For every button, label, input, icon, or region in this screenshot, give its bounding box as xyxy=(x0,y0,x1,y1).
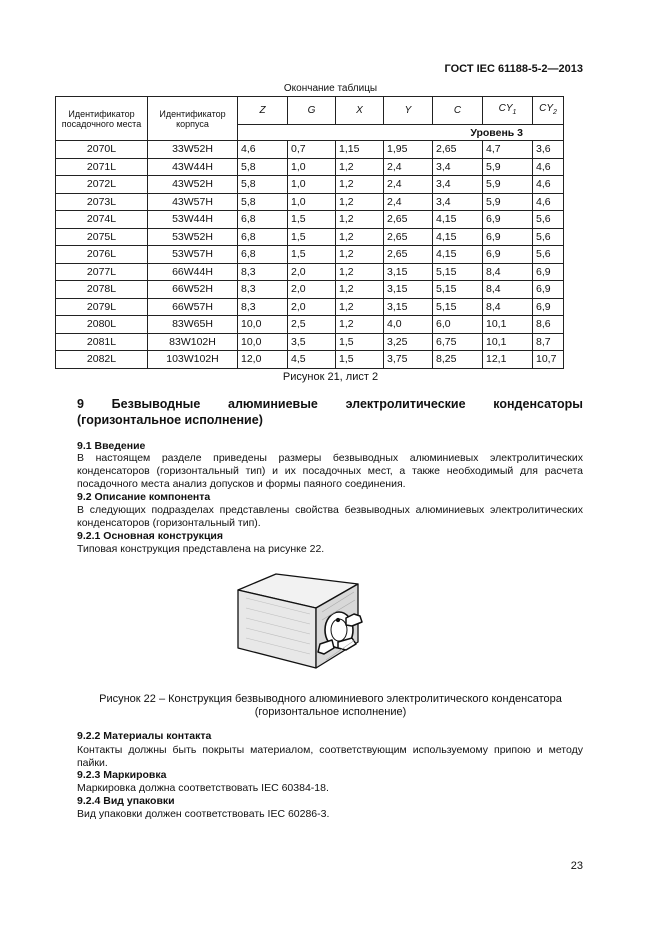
table-cell: 3,4 xyxy=(433,158,483,176)
table-cell: 8,4 xyxy=(483,298,533,316)
table-cell: 66W57H xyxy=(148,298,238,316)
table-cell: 3,75 xyxy=(384,351,433,369)
table-row xyxy=(56,281,564,299)
table-cell: 6,0 xyxy=(433,316,483,334)
table-row xyxy=(56,141,564,159)
table-cell: 33W52H xyxy=(148,141,238,159)
table-cell: 1,2 xyxy=(336,193,384,211)
table-cell: 1,15 xyxy=(336,141,384,159)
table-cell: 2,5 xyxy=(288,316,336,334)
section-9-title-word: Безвыводные xyxy=(111,397,201,411)
section-9-title-word: конденсаторы xyxy=(493,397,583,411)
table-cell: 1,2 xyxy=(336,316,384,334)
table-cell: 5,8 xyxy=(238,193,288,211)
table-cell: 2071L xyxy=(56,158,148,176)
table-cell: 1,0 xyxy=(288,193,336,211)
table-cell: 8,3 xyxy=(238,298,288,316)
table-cell: 3,5 xyxy=(288,333,336,351)
table-cell: 103W102H xyxy=(148,351,238,369)
col-header-z: Z xyxy=(238,97,288,125)
table-row xyxy=(56,246,564,264)
table-cell: 3,4 xyxy=(433,176,483,194)
table-cell: 2070L xyxy=(56,141,148,159)
table-cell: 83W102H xyxy=(148,333,238,351)
table-cell: 6,9 xyxy=(483,228,533,246)
table-cell: 8,4 xyxy=(483,263,533,281)
section-9-title-line2: (горизонтальное исполнение) xyxy=(77,413,263,427)
table-cell: 3,15 xyxy=(384,281,433,299)
level-label: Уровень 3 xyxy=(238,125,564,141)
table-cell: 12,1 xyxy=(483,351,533,369)
table-cell: 6,8 xyxy=(238,211,288,229)
text-9-2-4: Вид упаковки должен соответствовать IEC 60286-3. xyxy=(77,808,330,820)
table-cell: 5,8 xyxy=(238,158,288,176)
table-cell: 2,65 xyxy=(384,211,433,229)
table-cell: 4,6 xyxy=(533,158,564,176)
table-cell: 5,15 xyxy=(433,281,483,299)
table-row xyxy=(56,333,564,351)
col-header-x: X xyxy=(336,97,384,125)
section-9-heading xyxy=(77,396,583,428)
text-9-1: В настоящем разделе приведены размеры безвыводных алюминиевых электролитических конденсаторов (горизонтальный тип) и их посадочных мест, а также необходимый для расчета посадочного места анализ допусков и формы паяного соединения. xyxy=(77,452,583,490)
table-cell: 1,2 xyxy=(336,211,384,229)
table-cell: 10,1 xyxy=(483,333,533,351)
table-cell: 10,7 xyxy=(533,351,564,369)
table-cell: 6,9 xyxy=(483,211,533,229)
table-cell: 4,7 xyxy=(483,141,533,159)
col-header-land-id: Идентификатор посадочного места xyxy=(56,97,148,141)
table-cell: 4,15 xyxy=(433,228,483,246)
table-cell: 2073L xyxy=(56,193,148,211)
table-cell: 6,9 xyxy=(533,263,564,281)
table-caption: Окончание таблицы xyxy=(283,83,378,94)
table-cell: 2082L xyxy=(56,351,148,369)
heading-9-2-3: 9.2.3 Маркировка xyxy=(77,769,167,781)
table-row xyxy=(56,263,564,281)
table-cell: 2081L xyxy=(56,333,148,351)
table-cell: 2,0 xyxy=(288,298,336,316)
table-cell: 8,6 xyxy=(533,316,564,334)
table-cell: 5,15 xyxy=(433,298,483,316)
text-9-2-2: Контакты должны быть покрыты материалом, соответствующим используемому припою и методу пайки. xyxy=(77,744,583,769)
table-cell: 1,2 xyxy=(336,158,384,176)
table-cell: 2080L xyxy=(56,316,148,334)
table-cell: 1,5 xyxy=(288,228,336,246)
figure-21-caption: Рисунок 21, лист 2 xyxy=(282,371,379,383)
table-cell: 53W52H xyxy=(148,228,238,246)
table-cell: 4,0 xyxy=(384,316,433,334)
table-cell: 1,0 xyxy=(288,176,336,194)
heading-9-2-2: 9.2.2 Материалы контакта xyxy=(77,730,212,742)
heading-9-2-1: 9.2.1 Основная конструкция xyxy=(77,530,223,542)
table-cell: 3,6 xyxy=(533,141,564,159)
table-row xyxy=(56,193,564,211)
table-cell: 1,2 xyxy=(336,263,384,281)
table-cell: 2075L xyxy=(56,228,148,246)
table-cell: 10,0 xyxy=(238,333,288,351)
table-cell: 6,9 xyxy=(533,281,564,299)
table-cell: 3,4 xyxy=(433,193,483,211)
section-9-title-word: алюминиевые xyxy=(228,397,318,411)
table-cell: 1,5 xyxy=(288,211,336,229)
table-cell: 1,2 xyxy=(336,246,384,264)
table-cell: 43W52H xyxy=(148,176,238,194)
table-row xyxy=(56,298,564,316)
table-cell: 1,95 xyxy=(384,141,433,159)
table-cell: 6,8 xyxy=(238,228,288,246)
table-cell: 1,0 xyxy=(288,158,336,176)
table-row xyxy=(56,211,564,229)
col-header-g: G xyxy=(288,97,336,125)
table-cell: 4,15 xyxy=(433,211,483,229)
heading-9-2: 9.2 Описание компонента xyxy=(77,491,211,503)
table-cell: 53W44H xyxy=(148,211,238,229)
table-cell: 2,4 xyxy=(384,176,433,194)
table-cell: 0,7 xyxy=(288,141,336,159)
table-cell: 1,5 xyxy=(336,333,384,351)
table-cell: 3,15 xyxy=(384,263,433,281)
table-cell: 3,25 xyxy=(384,333,433,351)
standard-code: ГОСТ IEC 61188-5-2—2013 xyxy=(444,63,583,75)
table-cell: 2,0 xyxy=(288,263,336,281)
table-cell: 10,0 xyxy=(238,316,288,334)
table-cell: 2076L xyxy=(56,246,148,264)
table-cell: 5,9 xyxy=(483,176,533,194)
table-cell: 2,4 xyxy=(384,158,433,176)
table-cell: 10,1 xyxy=(483,316,533,334)
table-cell: 2,0 xyxy=(288,281,336,299)
table-cell: 83W65H xyxy=(148,316,238,334)
land-pattern-table xyxy=(55,96,564,369)
table-cell: 53W57H xyxy=(148,246,238,264)
table-row xyxy=(56,176,564,194)
table-cell: 43W57H xyxy=(148,193,238,211)
table-cell: 66W44H xyxy=(148,263,238,281)
table-row xyxy=(56,316,564,334)
heading-9-1: 9.1 Введение xyxy=(77,440,146,452)
table-cell: 4,6 xyxy=(533,176,564,194)
table-cell: 5,15 xyxy=(433,263,483,281)
col-header-cy2: $CY_2$ xyxy=(533,97,564,125)
table-cell: 2,65 xyxy=(384,228,433,246)
table-cell: 5,6 xyxy=(533,246,564,264)
table-cell: 66W52H xyxy=(148,281,238,299)
table-cell: 43W44H xyxy=(148,158,238,176)
table-cell: 8,25 xyxy=(433,351,483,369)
table-cell: 4,6 xyxy=(238,141,288,159)
table-cell: 6,75 xyxy=(433,333,483,351)
table-cell: 8,4 xyxy=(483,281,533,299)
text-9-2-3: Маркировка должна соответствовать IEC 60384-18. xyxy=(77,782,329,794)
table-row xyxy=(56,158,564,176)
col-header-cy1: $CY_1$ xyxy=(483,97,533,125)
table-cell: 5,8 xyxy=(238,176,288,194)
table-cell: 4,5 xyxy=(288,351,336,369)
table-cell: 6,9 xyxy=(533,298,564,316)
capacitor-figure xyxy=(228,568,378,685)
text-9-2: В следующих подразделах представлены свойства безвыводных алюминиевых электролитических конденсаторов (горизонтальный тип). xyxy=(77,504,583,529)
table-cell: 4,15 xyxy=(433,246,483,264)
col-header-package-id: Идентификатор корпуса xyxy=(148,97,238,141)
heading-9-2-4: 9.2.4 Вид упаковки xyxy=(77,795,175,807)
table-cell: 1,5 xyxy=(336,351,384,369)
table-cell: 12,0 xyxy=(238,351,288,369)
table-cell: 6,8 xyxy=(238,246,288,264)
table-cell: 5,6 xyxy=(533,211,564,229)
table-row xyxy=(56,351,564,369)
col-header-y: Y xyxy=(384,97,433,125)
table-cell: 3,15 xyxy=(384,298,433,316)
table-row xyxy=(56,228,564,246)
table-cell: 2074L xyxy=(56,211,148,229)
table-cell: 2,65 xyxy=(384,246,433,264)
section-9-number: 9 xyxy=(77,397,84,411)
table-cell: 6,9 xyxy=(483,246,533,264)
text-9-2-1: Типовая конструкция представлена на рисунке 22. xyxy=(77,543,325,555)
page-number: 23 xyxy=(570,860,583,872)
table-cell: 1,2 xyxy=(336,281,384,299)
figure-22-caption-line2: (горизонтальное исполнение) xyxy=(254,706,407,718)
table-cell: 5,9 xyxy=(483,193,533,211)
figure-22-caption-line1: Рисунок 22 – Конструкция безвыводного алюминиевого электролитического конденсатора xyxy=(99,693,562,705)
table-cell: 1,5 xyxy=(288,246,336,264)
table-cell: 8,7 xyxy=(533,333,564,351)
table-header-row xyxy=(56,97,564,125)
table-cell: 5,9 xyxy=(483,158,533,176)
table-cell: 1,2 xyxy=(336,228,384,246)
table-cell: 5,6 xyxy=(533,228,564,246)
table-cell: 8,3 xyxy=(238,263,288,281)
table-cell: 2072L xyxy=(56,176,148,194)
table-cell: 8,3 xyxy=(238,281,288,299)
table-cell: 1,2 xyxy=(336,176,384,194)
table-cell: 2,65 xyxy=(433,141,483,159)
section-9-title-word: электролитические xyxy=(345,397,466,411)
table-cell: 4,6 xyxy=(533,193,564,211)
table-cell: 2079L xyxy=(56,298,148,316)
col-header-c: C xyxy=(433,97,483,125)
table-cell: 2,4 xyxy=(384,193,433,211)
table-cell: 1,2 xyxy=(336,298,384,316)
table-cell: 2077L xyxy=(56,263,148,281)
table-cell: 2078L xyxy=(56,281,148,299)
